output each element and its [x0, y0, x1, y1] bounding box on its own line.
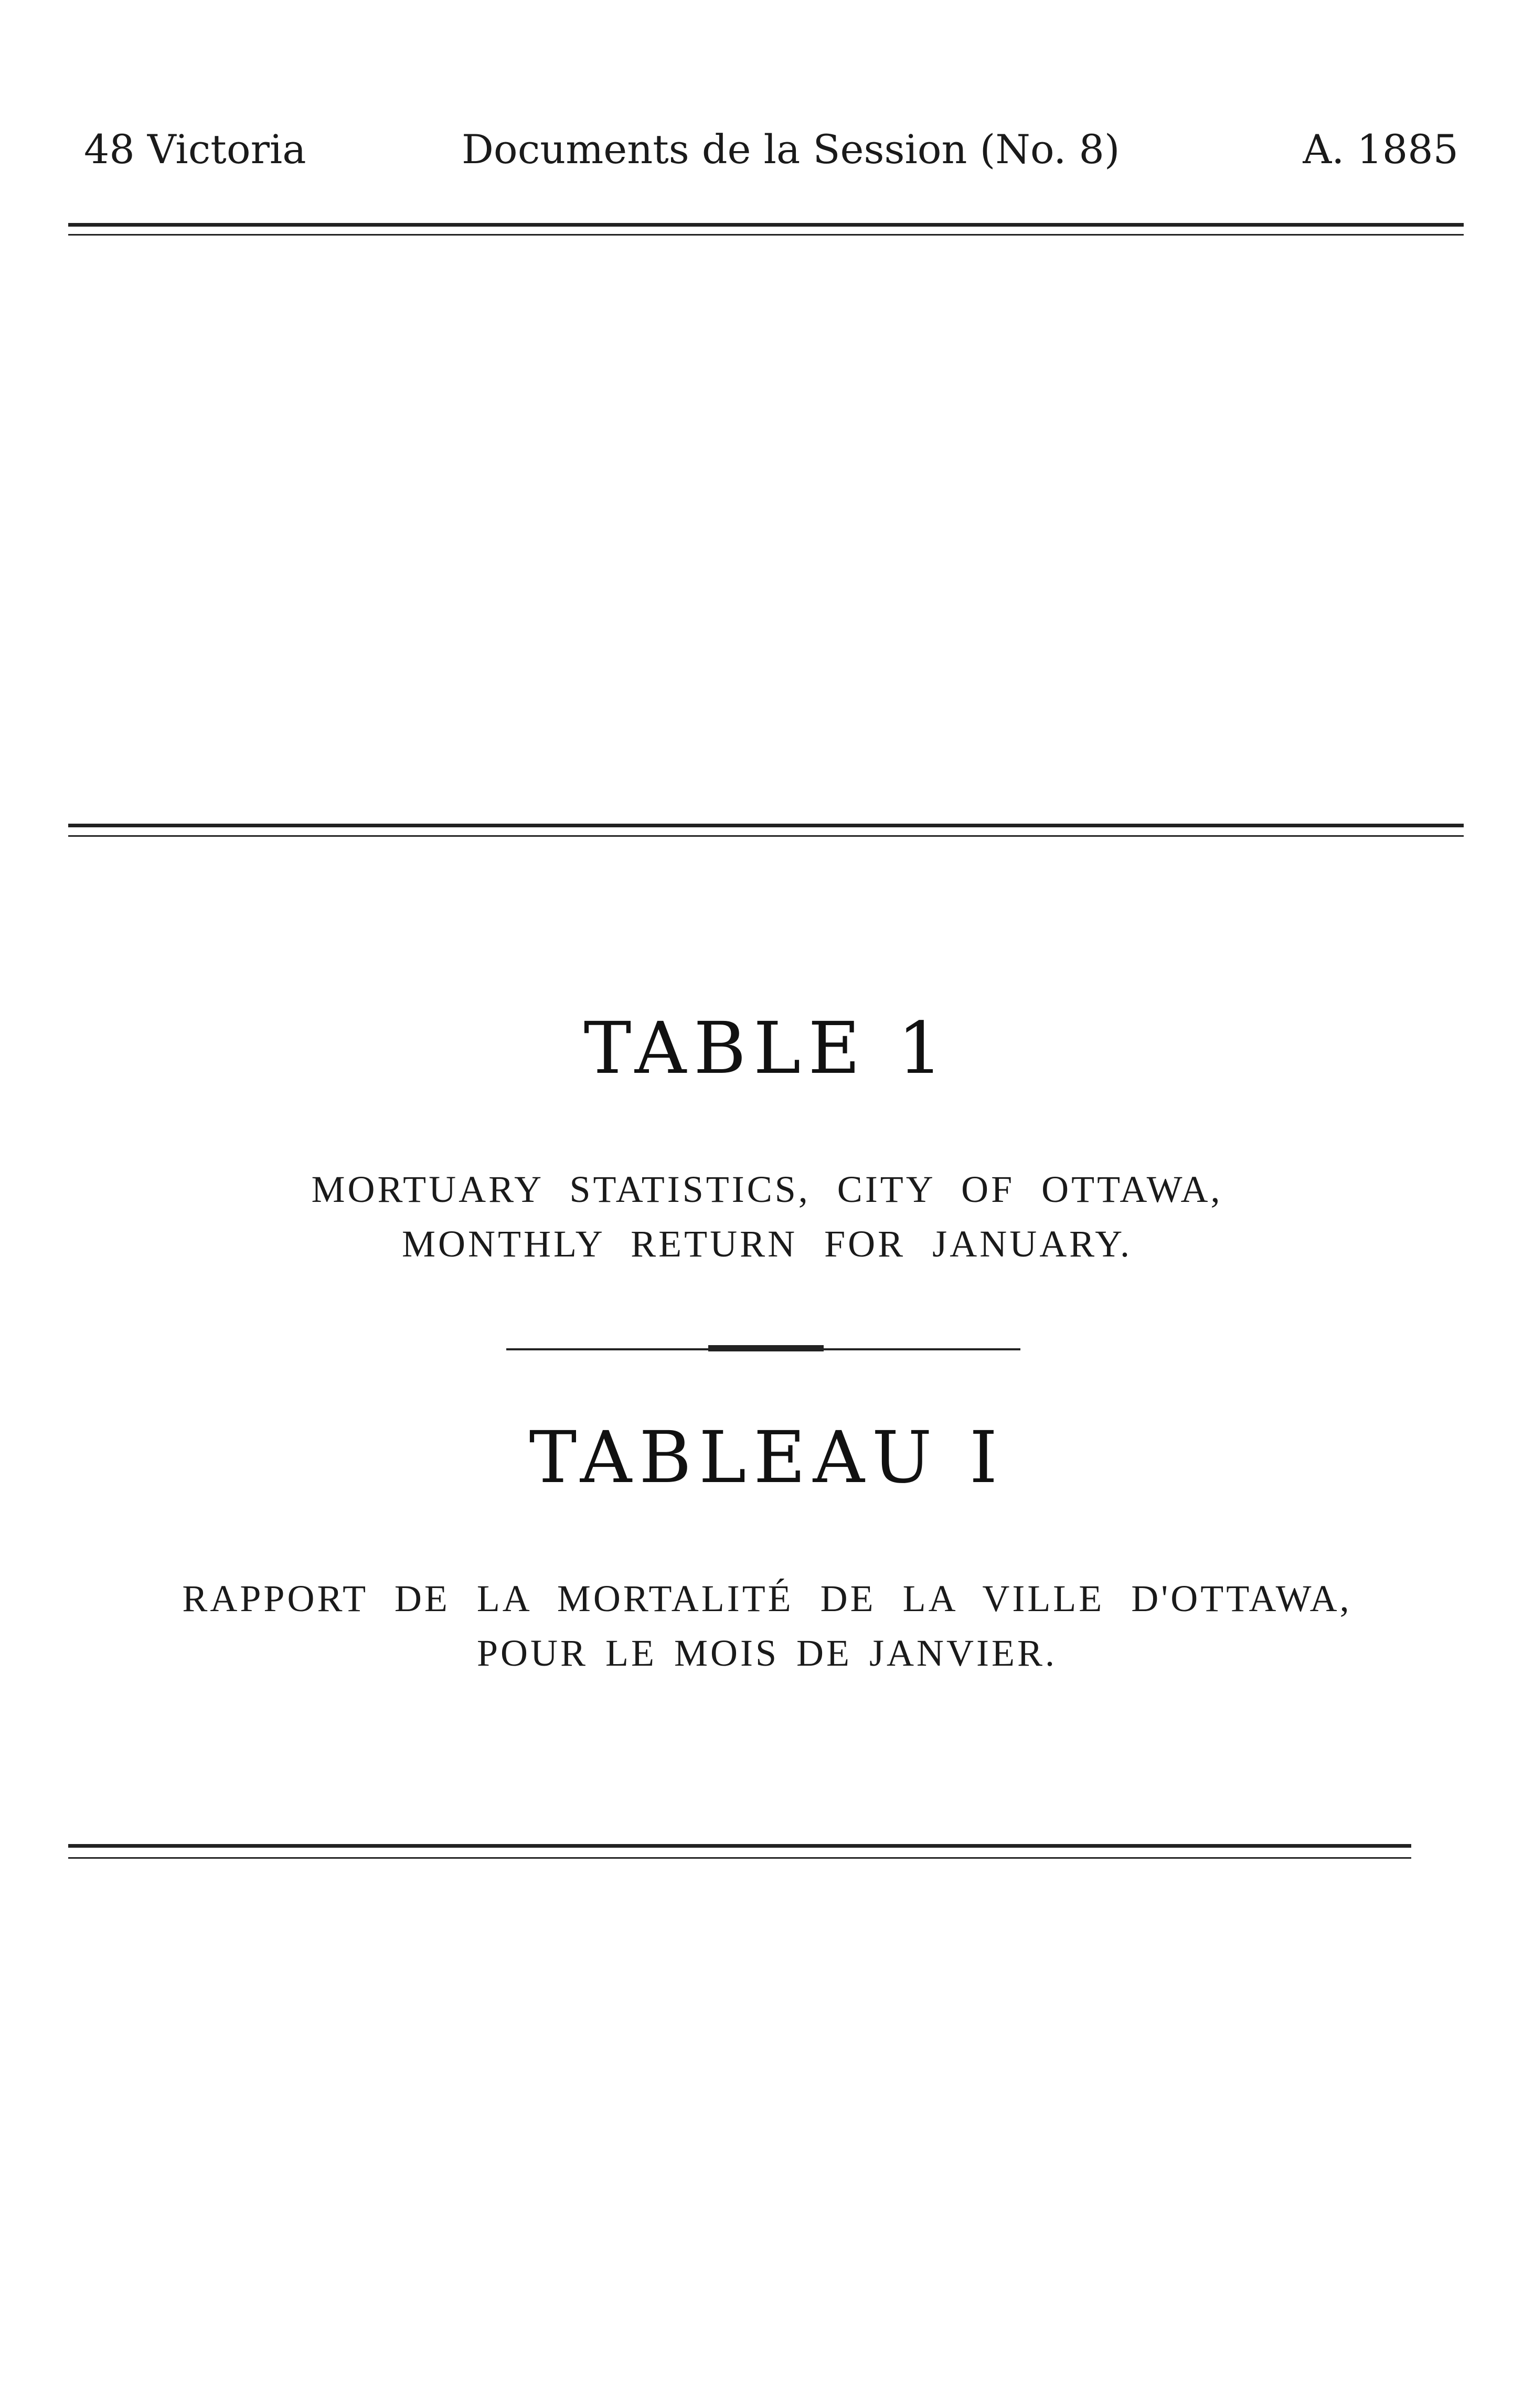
- french-subtitle-line-1: RAPPORT DE LA MORTALITÉ DE LA VILLE D'OTTAWA,: [182, 1578, 1352, 1619]
- running-header: [68, 121, 1458, 178]
- header-center: Documents de la Session (No. 8): [462, 126, 1120, 173]
- french-subtitle-line-2: POUR LE MOIS DE JANVIER.: [476, 1632, 1058, 1674]
- header-left: 48 Victoria: [84, 126, 306, 173]
- english-subtitle-line-1: MORTUARY STATISTICS, CITY OF OTTAWA,: [311, 1168, 1223, 1210]
- ornamental-divider-center: [708, 1345, 824, 1351]
- section-rule-bottom-thick: [68, 1844, 1411, 1848]
- section-rule-top-thick: [68, 824, 1464, 827]
- section-rule-bottom-thin: [68, 1857, 1411, 1859]
- french-subtitle: [0, 1571, 1534, 1680]
- header-rule-thin: [68, 234, 1464, 236]
- header-right: A. 1885: [1303, 126, 1458, 173]
- english-subtitle: [0, 1162, 1534, 1271]
- english-subtitle-line-2: MONTHLY RETURN FOR JANUARY.: [402, 1223, 1132, 1265]
- header-rule-thick: [68, 223, 1464, 227]
- french-title: TABLEAU I: [529, 1416, 1005, 1499]
- section-rule-top-thin: [68, 835, 1464, 837]
- english-title: TABLE 1: [583, 1007, 951, 1090]
